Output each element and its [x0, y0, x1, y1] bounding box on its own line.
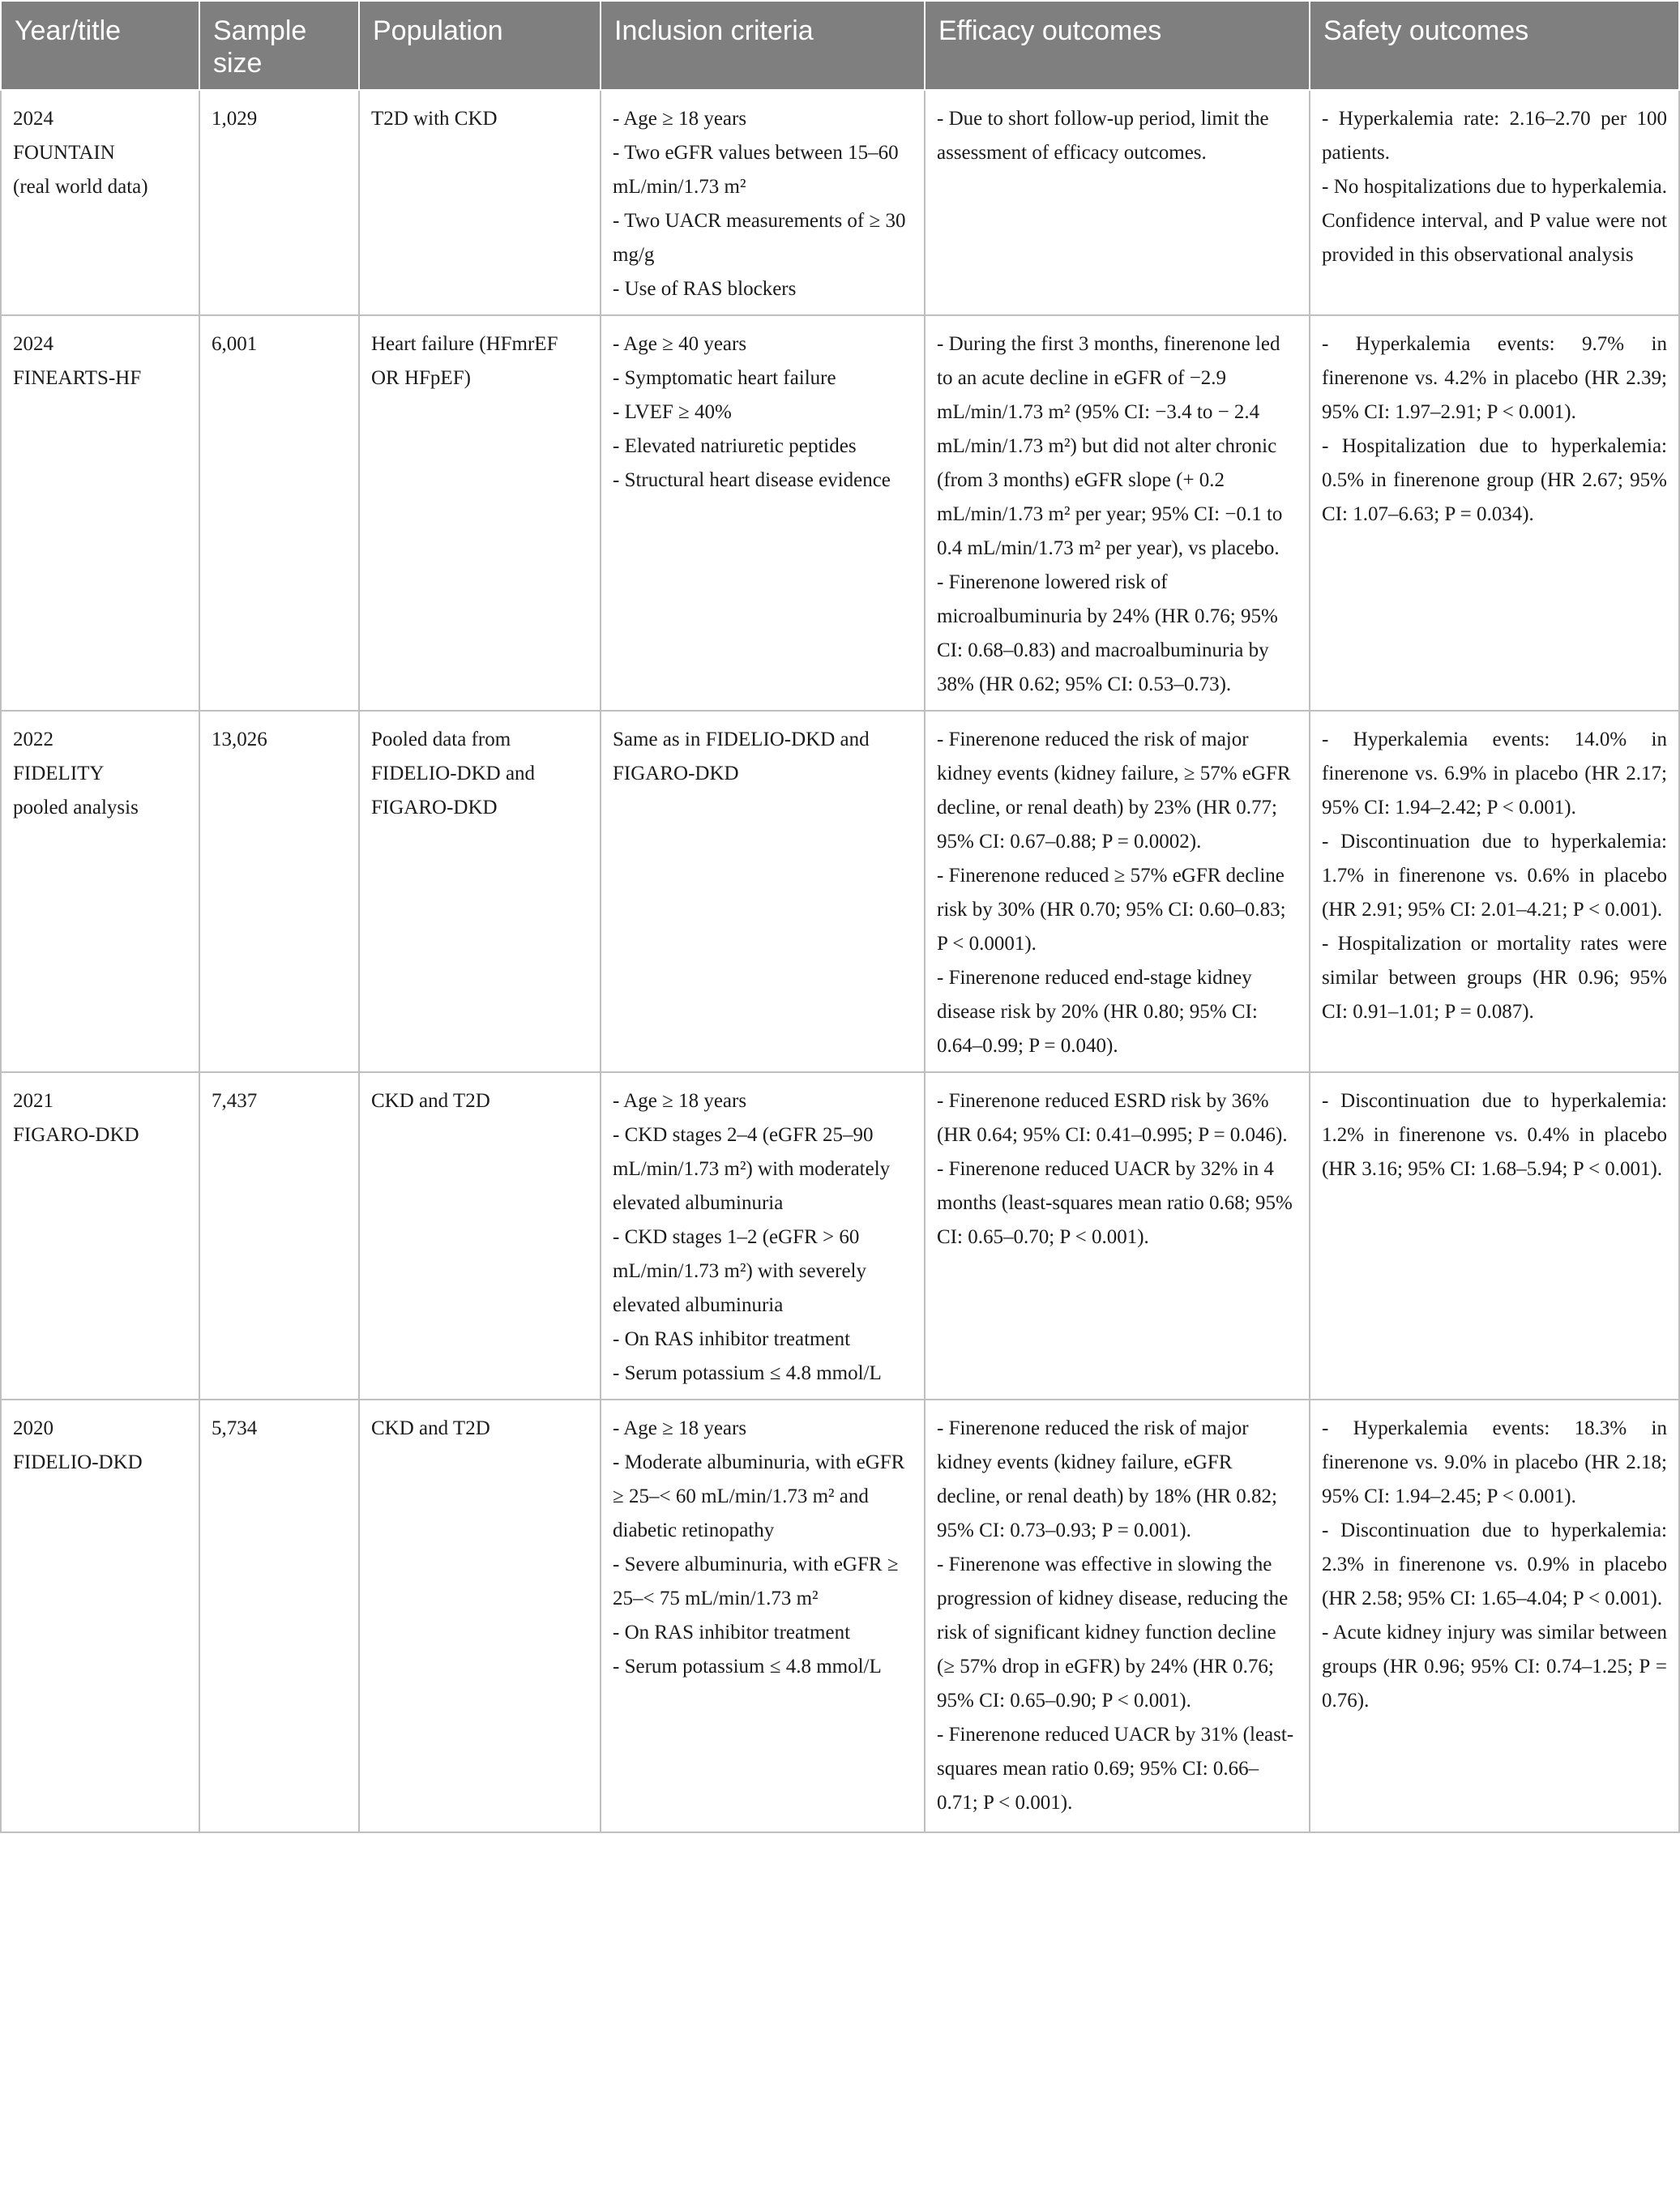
cell-year-title	[1, 90, 199, 315]
efficacy-outcome: - Due to short follow-up period, limit the assessment of efficacy outcomes.	[937, 108, 1269, 164]
population-line: CKD and T2D	[371, 1090, 490, 1112]
cell-inclusion-criteria	[601, 90, 925, 315]
table-row	[1, 1072, 1679, 1400]
inclusion-criterion: - Severe albuminuria, with eGFR ≥ 25–< 75 mL/min/1.73 m²	[613, 1554, 899, 1609]
trial-title-note: pooled analysis	[13, 797, 139, 819]
inclusion-criterion: - Age ≥ 40 years	[613, 333, 747, 355]
safety-outcome: - Hospitalization due to hyperkalemia: 0.5% in finerenone group (HR 2.67; 95% CI: 1.07–6.63; P = 0.034).	[1322, 435, 1667, 525]
header-row	[1, 1, 1679, 90]
header-efficacy-outcomes: Efficacy outcomes	[925, 1, 1310, 90]
efficacy-outcome: - Finerenone reduced the risk of major kidney events (kidney failure, eGFR decline, or renal death) by 18% (HR 0.82; 95% CI: 0.73–0.93; P = 0.001).	[937, 1417, 1278, 1541]
inclusion-criterion: - Elevated natriuretic peptides	[613, 435, 857, 457]
inclusion-criterion: - Age ≥ 18 years	[613, 108, 747, 130]
cell-inclusion-criteria	[601, 1400, 925, 1832]
inclusion-criterion: - CKD stages 2–4 (eGFR 25–90 mL/min/1.73 m²) with moderately elevated albuminuria	[613, 1124, 891, 1214]
inclusion-criterion: - On RAS inhibitor treatment	[613, 1622, 851, 1643]
cell-population	[359, 711, 601, 1072]
efficacy-outcome: - Finerenone reduced UACR by 31% (least-squares mean ratio 0.69; 95% CI: 0.66–0.71; P < 0.001).	[937, 1724, 1294, 1814]
trial-year: 2021	[13, 1090, 53, 1112]
table-row	[1, 90, 1679, 315]
inclusion-criterion: - LVEF ≥ 40%	[613, 401, 732, 423]
cell-inclusion-criteria	[601, 711, 925, 1072]
cell-inclusion-criteria	[601, 315, 925, 711]
inclusion-criterion: - Serum potassium ≤ 4.8 mmol/L	[613, 1656, 882, 1678]
header-population: Population	[359, 1, 601, 90]
cell-efficacy-outcomes	[925, 711, 1310, 1072]
table-row	[1, 1400, 1679, 1832]
trial-year: 2024	[13, 108, 53, 130]
safety-outcome: - Hospitalization or mortality rates were similar between groups (HR 0.96; 95% CI: 0.91–1.01; P = 0.087).	[1322, 933, 1667, 1023]
safety-outcome: - Discontinuation due to hyperkalemia: 1.7% in finerenone vs. 0.6% in placebo (HR 2.91; 95% CI: 2.01–4.21; P < 0.001).	[1322, 831, 1667, 921]
sample-size-value: 6,001	[212, 333, 258, 355]
trial-title: FIDELIO-DKD	[13, 1451, 143, 1473]
cell-sample-size	[199, 315, 359, 711]
trial-title: FINEARTS-HF	[13, 367, 142, 389]
cell-safety-outcomes	[1310, 1400, 1679, 1832]
safety-outcome: - Hyperkalemia rate: 2.16–2.70 per 100 patients.	[1322, 108, 1667, 164]
population-line: Pooled data from FIDELIO-DKD and FIGARO-DKD	[371, 729, 536, 819]
efficacy-outcome: - Finerenone reduced ESRD risk by 36% (HR 0.64; 95% CI: 0.41–0.995; P = 0.046).	[937, 1090, 1288, 1146]
sample-size-value: 7,437	[212, 1090, 258, 1112]
cell-sample-size	[199, 90, 359, 315]
table-row	[1, 315, 1679, 711]
inclusion-criterion: - CKD stages 1–2 (eGFR > 60 mL/min/1.73 m²) with severely elevated albuminuria	[613, 1226, 867, 1316]
population-line: CKD and T2D	[371, 1417, 490, 1439]
cell-population	[359, 1400, 601, 1832]
cell-sample-size	[199, 1400, 359, 1832]
trial-title: FIDELITY	[13, 763, 105, 784]
inclusion-criterion: - Serum potassium ≤ 4.8 mmol/L	[613, 1362, 882, 1384]
inclusion-criterion: - Use of RAS blockers	[613, 278, 797, 300]
cell-inclusion-criteria	[601, 1072, 925, 1400]
trial-year: 2020	[13, 1417, 53, 1439]
cell-efficacy-outcomes	[925, 315, 1310, 711]
inclusion-criterion: Same as in FIDELIO-DKD and FIGARO-DKD	[613, 729, 870, 784]
cell-population	[359, 1072, 601, 1400]
sample-size-value: 1,029	[212, 108, 258, 130]
cell-year-title	[1, 315, 199, 711]
cell-year-title	[1, 711, 199, 1072]
safety-outcome: - Discontinuation due to hyperkalemia: 2.3% in finerenone vs. 0.9% in placebo (HR 2.58; 95% CI: 1.65–4.04; P < 0.001).	[1322, 1520, 1667, 1609]
cell-efficacy-outcomes	[925, 90, 1310, 315]
safety-outcome: - Discontinuation due to hyperkalemia: 1.2% in finerenone vs. 0.4% in placebo (HR 3.16; 95% CI: 1.68–5.94; P < 0.001).	[1322, 1090, 1667, 1180]
efficacy-outcome: - During the first 3 months, finerenone led to an acute decline in eGFR of −2.9 mL/min/1.73 m² (95% CI: −3.4 to − 2.4 mL/min/1.73 m²) but did not alter chronic (from 3 months) eGFR slope (+ 0.2 mL/min/1.73 m² per year; 95% CI: −0.1 to 0.4 mL/min/1.73 m² per year), vs placebo.	[937, 333, 1283, 559]
sample-size-value: 13,026	[212, 729, 267, 750]
table-row	[1, 711, 1679, 1072]
cell-efficacy-outcomes	[925, 1400, 1310, 1832]
header-safety-outcomes: Safety outcomes	[1310, 1, 1679, 90]
population-line: T2D with CKD	[371, 108, 498, 130]
safety-outcome: - Hyperkalemia events: 14.0% in finerenone vs. 6.9% in placebo (HR 2.17; 95% CI: 1.94–2.42; P < 0.001).	[1322, 729, 1667, 819]
inclusion-criterion: - Age ≥ 18 years	[613, 1090, 747, 1112]
cell-year-title	[1, 1400, 199, 1832]
efficacy-outcome: - Finerenone reduced end-stage kidney disease risk by 20% (HR 0.80; 95% CI: 0.64–0.99; P = 0.040).	[937, 967, 1258, 1057]
efficacy-outcome: - Finerenone reduced ≥ 57% eGFR decline risk by 30% (HR 0.70; 95% CI: 0.60–0.83; P < 0.0001).	[937, 865, 1286, 955]
inclusion-criterion: - Two UACR measurements of ≥ 30 mg/g	[613, 210, 906, 266]
trial-year: 2024	[13, 333, 53, 355]
safety-outcome: - Hyperkalemia events: 18.3% in finerenone vs. 9.0% in placebo (HR 2.18; 95% CI: 1.94–2.45; P < 0.001).	[1322, 1417, 1667, 1507]
header-year-title: Year/title	[1, 1, 199, 90]
efficacy-outcome: - Finerenone reduced UACR by 32% in 4 months (least-squares mean ratio 0.68; 95% CI: 0.65–0.70; P < 0.001).	[937, 1158, 1293, 1248]
cell-sample-size	[199, 1072, 359, 1400]
cell-efficacy-outcomes	[925, 1072, 1310, 1400]
efficacy-outcome: - Finerenone was effective in slowing the progression of kidney disease, reducing the risk of significant kidney function decline (≥ 57% drop in eGFR) by 24% (HR 0.76; 95% CI: 0.65–0.90; P < 0.001).	[937, 1554, 1289, 1712]
cell-sample-size	[199, 711, 359, 1072]
efficacy-outcome: - Finerenone lowered risk of microalbuminuria by 24% (HR 0.76; 95% CI: 0.68–0.83) and macroalbuminuria by 38% (HR 0.62; 95% CI: 0.53–0.73).	[937, 571, 1278, 695]
trial-title: FIGARO-DKD	[13, 1124, 139, 1146]
trial-year: 2022	[13, 729, 53, 750]
inclusion-criterion: - Two eGFR values between 15–60 mL/min/1.73 m²	[613, 142, 899, 198]
cell-year-title	[1, 1072, 199, 1400]
inclusion-criterion: - On RAS inhibitor treatment	[613, 1328, 851, 1350]
trial-title-note: (real world data)	[13, 176, 148, 198]
sample-size-value: 5,734	[212, 1417, 258, 1439]
table-body	[1, 90, 1679, 1832]
trial-title: FOUNTAIN	[13, 142, 115, 164]
safety-outcome: - Acute kidney injury was similar between groups (HR 0.96; 95% CI: 0.74–1.25; P = 0.76).	[1322, 1622, 1667, 1712]
cell-safety-outcomes	[1310, 90, 1679, 315]
cell-safety-outcomes	[1310, 1072, 1679, 1400]
efficacy-outcome: - Finerenone reduced the risk of major kidney events (kidney failure, ≥ 57% eGFR decline, or renal death) by 23% (HR 0.77; 95% CI: 0.67–0.88; P = 0.0002).	[937, 729, 1291, 853]
safety-outcome: - Hyperkalemia events: 9.7% in finerenone vs. 4.2% in placebo (HR 2.39; 95% CI: 1.97–2.91; P < 0.001).	[1322, 333, 1667, 423]
inclusion-criterion: - Age ≥ 18 years	[613, 1417, 747, 1439]
safety-outcome: - No hospitalizations due to hyperkalemia. Confidence interval, and P value were not provided in this observational analysis	[1322, 176, 1667, 266]
header-inclusion-criteria: Inclusion criteria	[601, 1, 925, 90]
cell-population	[359, 315, 601, 711]
cell-population	[359, 90, 601, 315]
inclusion-criterion: - Structural heart disease evidence	[613, 469, 891, 491]
cell-safety-outcomes	[1310, 711, 1679, 1072]
cell-safety-outcomes	[1310, 315, 1679, 711]
population-line: Heart failure (HFmrEF OR HFpEF)	[371, 333, 558, 389]
header-sample-size: Sample size	[199, 1, 359, 90]
inclusion-criterion: - Moderate albuminuria, with eGFR ≥ 25–< 60 mL/min/1.73 m² and diabetic retinopathy	[613, 1451, 905, 1541]
inclusion-criterion: - Symptomatic heart failure	[613, 367, 836, 389]
